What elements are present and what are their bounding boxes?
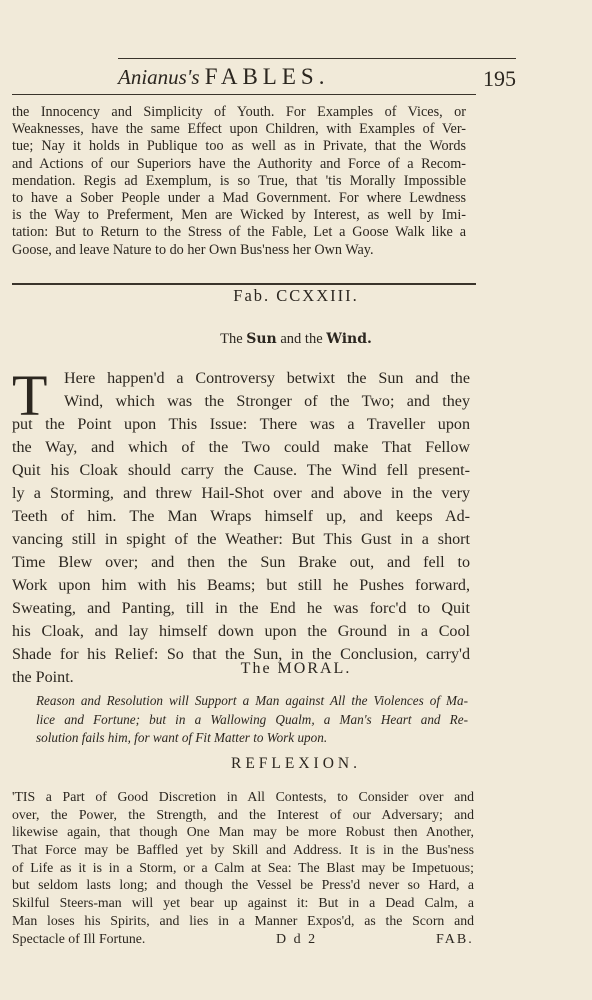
text-line: the Innocency and Simplicity of Youth. For Examples of Vices, or xyxy=(12,104,466,120)
text-line: Work upon him with his Beams; but still he Pushes forward, xyxy=(12,577,470,594)
text-line: Reason and Resolution will Support a Man against All the Violences of Ma- xyxy=(36,693,468,708)
text-line: but seldom lasts long; and though the Vessel be Press'd never so Hard, a xyxy=(12,877,474,893)
text-line: That Force may be Baffled yet by Skill and Address. It is in the Bus'ness xyxy=(12,842,474,858)
text-line: his Cloak, and lay himself down upon the Ground in a Cool xyxy=(12,623,470,640)
running-head xyxy=(118,64,329,90)
previous-reflexion-text xyxy=(12,104,466,259)
fable-number: Fab. CCXXIII. xyxy=(233,286,359,305)
moral-text xyxy=(36,692,468,748)
text-line: of Life as it is in a Storm, or a Calm at Sea: The Blast may be Impetuous; xyxy=(12,859,474,875)
text-line: lice and Fortune; but in a Wallowing Qualm, a Man's Heart and Re- xyxy=(36,711,468,727)
text-line: Shade for his Relief: So that the Sun, in the Conclusion, carry'd xyxy=(12,646,470,663)
moral-heading: The MORAL. xyxy=(240,660,352,677)
running-head-author: Anianus xyxy=(118,65,187,89)
text-line: is the Way to Preferment, Men are Wicked by Interest, as well by Imi- xyxy=(12,207,466,224)
text-line: Time Blew over; and then the Sun Brake out, and fell to xyxy=(12,554,470,571)
fable-title xyxy=(0,331,592,348)
reflexion-text xyxy=(12,788,474,947)
catchword: FAB. xyxy=(436,932,474,947)
fable-text xyxy=(12,363,470,689)
text-line: Goose, and leave Nature to do her Own Bus'ness her Own Way. xyxy=(12,241,374,258)
text-line: 'TIS a Part of Good Discretion in All Contests, to Consider over and xyxy=(12,789,474,804)
fable-title-mid: and the xyxy=(280,331,323,347)
text-line: Spectacle of Ill Fortune. xyxy=(12,930,146,946)
reflexion-heading: REFLEXION. xyxy=(231,755,361,772)
running-head-possessive: 's xyxy=(186,65,200,89)
text-line: likewise again, that though One Man may be more Robust then Another, xyxy=(12,824,474,840)
text-line: Weaknesses, have the same Effect upon Children, with Examples of Ver- xyxy=(12,121,466,138)
text-line: Teeth of him. The Man Wraps himself up, and keeps Ad- xyxy=(12,508,470,525)
page-number: 195 xyxy=(483,66,516,91)
text-line: the Way, and which of the Two could make That Fellow xyxy=(12,439,470,456)
text-line: Skilful Steers-man will yet bear up against it: But in a Dead Calm, a xyxy=(12,895,474,911)
text-line: vancing still in spight of the Weather: But This Gust in a short xyxy=(12,531,470,548)
text-line: over, the Power, the Strength, and the Interest of our Adversary; and xyxy=(12,806,474,822)
section-divider xyxy=(12,283,476,285)
text-line: mendation. Regis ad Exemplum, is so True, that 'tis Morally Impossible xyxy=(12,172,466,189)
text-line: and Actions of our Superiors have the Authority and Force of a Recom- xyxy=(12,155,466,172)
text-line: put the Point upon This Issue: There was a Traveller upon xyxy=(12,416,470,433)
fable-title-sun: Sun xyxy=(246,331,277,347)
text-line: ly a Storming, and threw Hail-Shot over and above in the very xyxy=(12,485,470,502)
text-line: solution fails him, for want of Fit Matter to Work upon. xyxy=(36,730,328,745)
fable-title-wind: Wind. xyxy=(326,331,372,347)
header-bottom-rule xyxy=(12,94,476,95)
text-line: tue; Nay it holds in Publique too as well as in Private, that the Words xyxy=(12,138,466,155)
signature-mark: D d 2 xyxy=(276,932,318,947)
text-line: Man loses his Spirits, and lies in a Manner Expos'd, as the Scorn and xyxy=(12,912,474,928)
text-line: Sweating, and Panting, till in the End he was forc'd to Quit xyxy=(12,600,470,617)
text-line: Wind, which was the Stronger of the Two; and they xyxy=(64,393,470,410)
text-line: Quit his Cloak should carry the Cause. The Wind fell present- xyxy=(12,462,470,479)
text-line: tation: But to Return to the Stress of the Fable, Let a Goose Walk like a xyxy=(12,224,466,241)
text-line: Here happen'd a Controversy betwixt the Sun and the xyxy=(64,370,470,387)
drop-cap: T xyxy=(12,363,48,428)
text-line: to have a Sober People under a Mad Government. For where Lewdness xyxy=(12,189,466,206)
fable-title-pre: The xyxy=(220,331,243,347)
header-top-rule xyxy=(118,58,516,59)
text-line: the Point. xyxy=(12,669,74,686)
running-head-title: FABLES. xyxy=(204,64,330,89)
